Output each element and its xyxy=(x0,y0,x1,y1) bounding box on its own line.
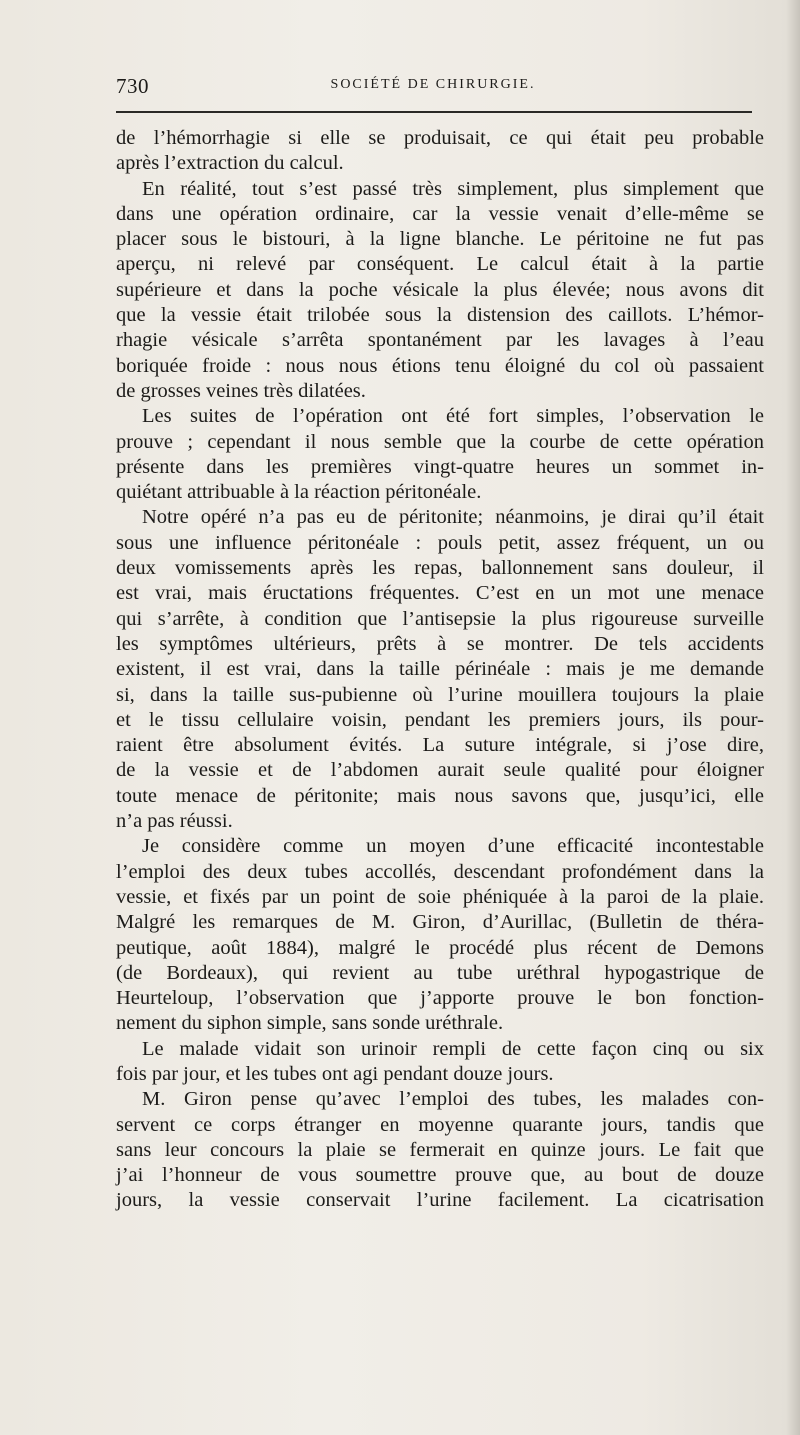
body-text xyxy=(116,126,764,1214)
text-line: fois par jour, et les tubes ont agi pendant douze jours. xyxy=(116,1062,554,1085)
running-title: SOCIÉTÉ DE CHIRURGIE. xyxy=(330,77,536,92)
text-line: n’a pas réussi. xyxy=(116,810,233,833)
text-line: supérieure et dans la poche vésicale la plus élevée; nous avons dit xyxy=(116,278,764,301)
text-line: (de Bordeaux), qui revient au tube uréthral hypogastrique de xyxy=(116,961,764,984)
text-line: qui s’arrête, à condition que l’antisepsie la plus rigoureuse surveille xyxy=(116,607,764,630)
text-line: est vrai, mais éructations fréquentes. C’est en un mot une menace xyxy=(116,582,764,605)
text-line: nement du siphon simple, sans sonde uréthrale. xyxy=(116,1012,504,1035)
header-rule xyxy=(116,111,752,113)
text-line: existent, il est vrai, dans la taille périnéale : mais je me demande xyxy=(116,658,764,681)
text-line: si, dans la taille sus-pubienne où l’urine mouillera toujours la plaie xyxy=(116,683,764,706)
text-line: Le malade vidait son urinoir rempli de cette façon cinq ou six xyxy=(142,1037,764,1060)
page-number: 730 xyxy=(116,74,149,98)
text-line: servent ce corps étranger en moyenne quarante jours, tandis que xyxy=(116,1113,764,1136)
text-line: deux vomissements après les repas, ballonnement sans douleur, il xyxy=(116,557,764,580)
text-line: sans leur concours la plaie se fermerait en quinze jours. Le fait que xyxy=(116,1138,764,1161)
text-line: que la vessie était trilobée sous la distension des caillots. L’hémor- xyxy=(116,304,764,327)
text-line: vessie, et fixés par un point de soie phéniquée à la paroi de la plaie. xyxy=(116,885,764,908)
text-line: aperçu, ni relevé par conséquent. Le calcul était à la partie xyxy=(116,253,764,276)
text-line: de grosses veines très dilatées. xyxy=(116,379,366,402)
text-line: raient être absolument évités. La suture intégrale, si j’ose dire, xyxy=(116,734,764,757)
text-line: peutique, août 1884), malgré le procédé plus récent de Demons xyxy=(116,936,764,959)
text-line: et le tissu cellulaire voisin, pendant les premiers jours, ils pour- xyxy=(116,708,764,731)
text-line: prouve ; cependant il nous semble que la courbe de cette opération xyxy=(116,430,764,453)
page-header xyxy=(116,72,750,100)
text-line: placer sous le bistouri, à la ligne blanche. Le péritoine ne fut pas xyxy=(116,228,764,251)
page-edge-shadow xyxy=(786,0,800,1435)
text-line: Heurteloup, l’observation que j’apporte prouve le bon fonction- xyxy=(116,987,764,1010)
text-line: Les suites de l’opération ont été fort simples, l’observation le xyxy=(142,405,764,428)
text-line: toute menace de péritonite; mais nous savons que, jusqu’ici, elle xyxy=(116,784,764,807)
text-line: boriquée froide : nous nous étions tenu éloigné du col où passaient xyxy=(116,354,764,377)
text-line: quiétant attribuable à la réaction péritonéale. xyxy=(116,481,482,504)
text-line: rhagie vésicale s’arrêta spontanément par les lavages à l’eau xyxy=(116,329,764,352)
text-line: de l’hémorrhagie si elle se produisait, ce qui était peu probable xyxy=(116,127,764,149)
text-line: l’emploi des deux tubes accollés, descendant profondément dans la xyxy=(116,860,764,883)
text-line: les symptômes ultérieurs, prêts à se montrer. De tels accidents xyxy=(116,632,764,655)
text-line: En réalité, tout s’est passé très simplement, plus simplement que xyxy=(142,177,764,200)
text-line: M. Giron pense qu’avec l’emploi des tubes, les malades con- xyxy=(142,1088,764,1111)
text-line: présente dans les premières vingt-quatre heures un sommet in- xyxy=(116,455,764,478)
text-line: Je considère comme un moyen d’une efficacité incontestable xyxy=(142,835,764,858)
text-line: sous une influence péritonéale : pouls petit, assez fréquent, un ou xyxy=(116,531,764,554)
text-line: de la vessie et de l’abdomen aurait seule qualité pour éloigner xyxy=(116,759,764,782)
text-line: Notre opéré n’a pas eu de péritonite; néanmoins, je dirai qu’il était xyxy=(142,506,764,529)
text-line: dans une opération ordinaire, car la vessie venait d’elle-même se xyxy=(116,202,764,225)
text-line: j’ai l’honneur de vous soumettre prouve que, au bout de douze xyxy=(116,1164,764,1187)
text-line: jours, la vessie conservait l’urine facilement. La cicatrisation xyxy=(116,1189,764,1212)
text-line: après l’extraction du calcul. xyxy=(116,152,344,175)
text-line: Malgré les remarques de M. Giron, d’Aurillac, (Bulletin de théra- xyxy=(116,911,764,934)
